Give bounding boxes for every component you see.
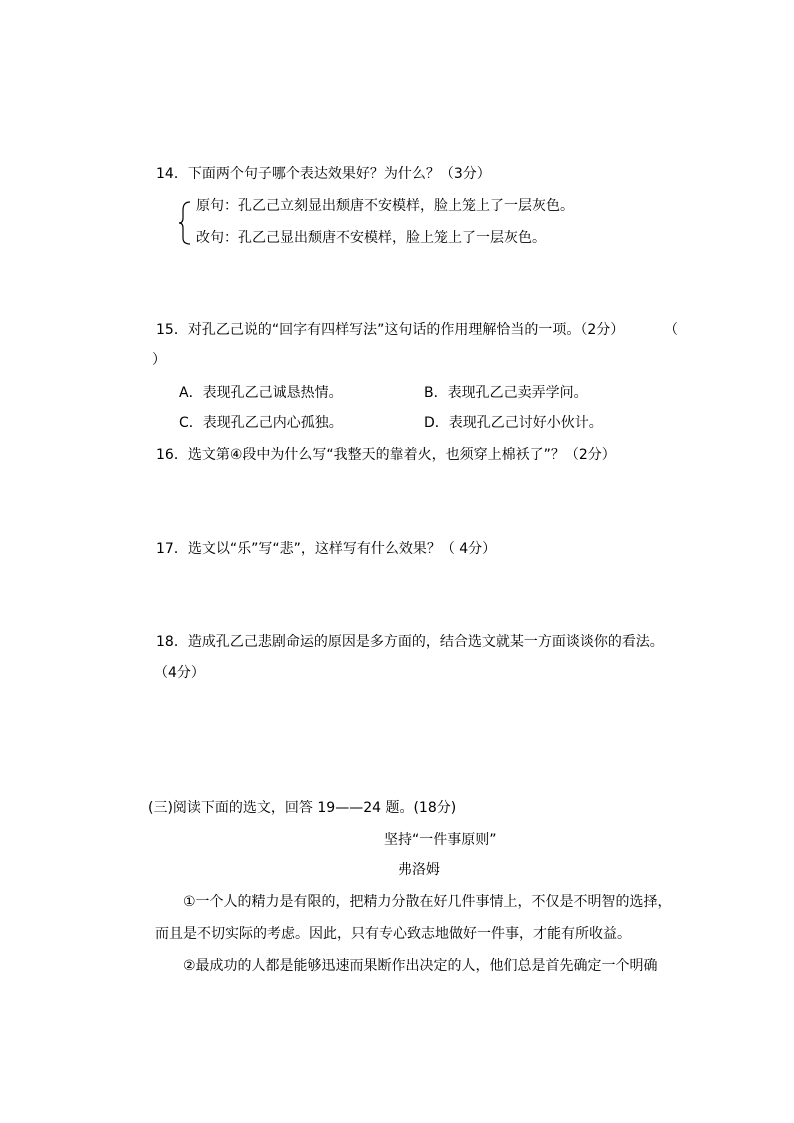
- question-16: 16．选文第④段中为什么写“我整天的靠着火，也须穿上棉袄了”？（2分）: [156, 447, 616, 463]
- revised-sentence: 改句：孔乙己显出颓唐不安模样，脸上笼上了一层灰色。: [196, 230, 546, 246]
- option-c: C．表现孔乙己内心孤独。: [179, 415, 343, 431]
- article-title: 坚持“一件事原则”: [384, 832, 497, 848]
- question-17: 17．选文以“乐”写“悲”，这样写有什么效果？（ 4分）: [156, 541, 497, 557]
- paragraph-1-line-2: 而且是不切实际的考虑。因此，只有专心致志地做好一件事，才能有所收益。: [155, 926, 631, 942]
- paragraph-2-line-1: ②最成功的人都是能够迅速而果断作出决定的人，他们总是首先确定一个明确: [183, 958, 658, 974]
- brace-icon: [178, 200, 192, 246]
- original-sentence: 原句：孔乙己立刻显出颓唐不安模样，脸上笼上了一层灰色。: [196, 198, 574, 214]
- section-heading: (三)阅读下面的选文，回答 19——24 题。(18分): [148, 800, 457, 816]
- article-author: 弗洛姆: [398, 862, 440, 878]
- answer-paren-open: （: [664, 322, 678, 338]
- question-15: 15．对孔乙己说的“回字有四样写法”这句话的作用理解恰当的一项。（2分）: [156, 322, 625, 338]
- answer-paren-close: ）: [152, 352, 166, 368]
- option-b: B．表现孔乙己卖弄学问。: [424, 385, 588, 401]
- question-18: 18．造成孔乙己悲剧命运的原因是多方面的，结合选文就某一方面谈谈你的看法。: [156, 634, 664, 650]
- paragraph-1-line-1: ①一个人的精力是有限的，把精力分散在好几件事情上，不仅是不明智的选择，: [183, 894, 672, 910]
- question-18-score: （4分）: [154, 665, 205, 681]
- option-d: D．表现孔乙己讨好小伙计。: [424, 415, 603, 431]
- question-14: 14．下面两个句子哪个表达效果好？为什么？（3分）: [156, 166, 491, 182]
- option-a: A．表现孔乙己诚恳热情。: [179, 385, 343, 401]
